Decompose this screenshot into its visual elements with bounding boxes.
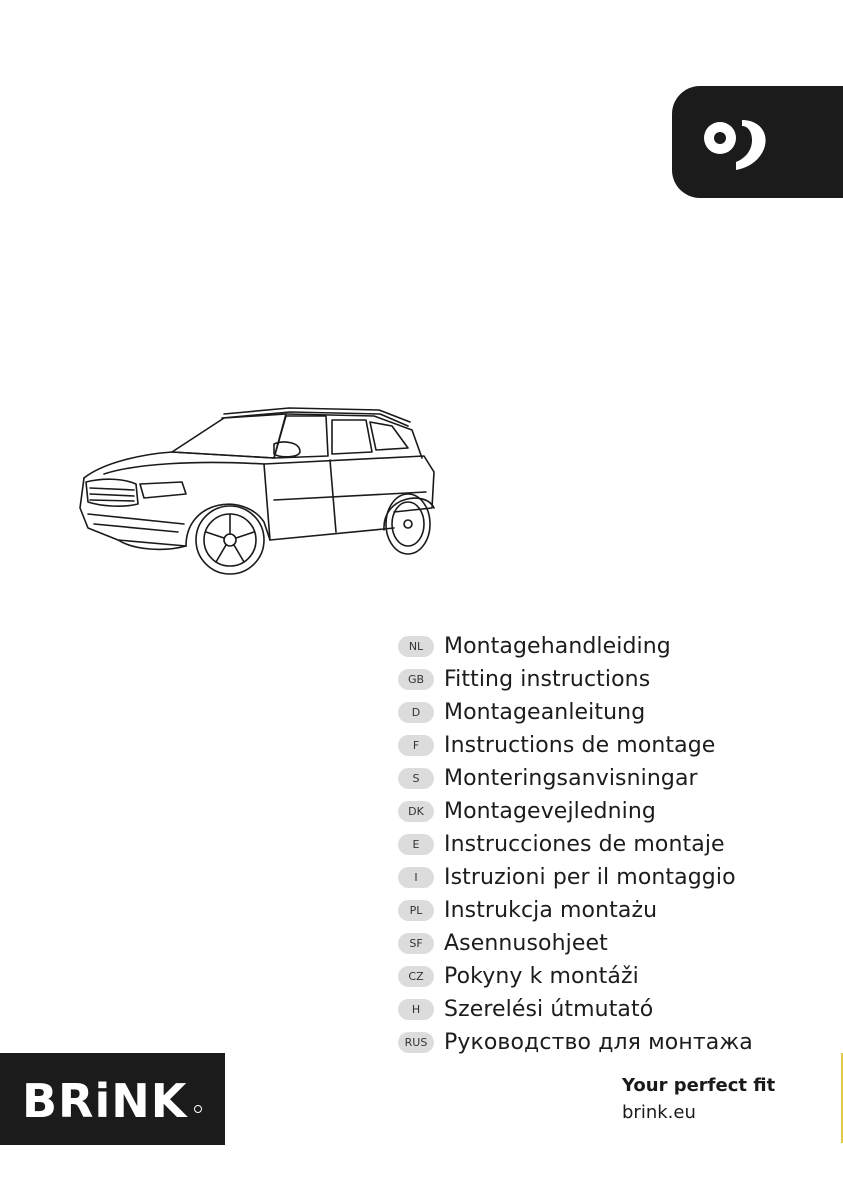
towbar-hook-icon [698,110,778,174]
language-title: Szerelési útmutató [444,997,654,1022]
svg-text:BRiNK: BRiNK [22,1075,188,1123]
language-title: Montageanleitung [444,700,646,725]
language-title: Instrucciones de montaje [444,832,725,857]
language-item [398,795,753,828]
language-code-badge: E [398,834,434,855]
language-item [398,861,753,894]
language-item [398,960,753,993]
language-title: Instructions de montage [444,733,716,758]
language-code-badge: H [398,999,434,1020]
language-title: Руководство для монтажа [444,1030,753,1055]
language-list [398,630,753,1059]
language-code-badge: SF [398,933,434,954]
language-item [398,729,753,762]
language-item [398,630,753,663]
language-code-badge: F [398,735,434,756]
language-item [398,1026,753,1059]
language-code-badge: PL [398,900,434,921]
language-code-badge: GB [398,669,434,690]
language-title: Montagehandleiding [444,634,671,659]
language-title: Monteringsanvisningar [444,766,698,791]
towbar-section-tab [672,86,843,198]
language-title: Pokyny k montáži [444,964,639,989]
language-code-badge: I [398,867,434,888]
language-code-badge: DK [398,801,434,822]
language-title: Istruzioni per il montaggio [444,865,736,890]
language-code-badge: RUS [398,1032,434,1053]
language-title: Montagevejledning [444,799,656,824]
language-code-badge: D [398,702,434,723]
language-item [398,894,753,927]
vehicle-illustration [74,400,440,580]
brand-tagline: Your perfect fit [622,1075,776,1096]
language-code-badge: S [398,768,434,789]
language-title: Asennusohjeet [444,931,608,956]
brink-logo-mark [22,1075,204,1123]
language-item [398,663,753,696]
brand-website[interactable]: brink.eu [622,1102,696,1123]
language-item [398,927,753,960]
language-item [398,828,753,861]
language-item [398,993,753,1026]
language-title: Instrukcja montażu [444,898,658,923]
language-item [398,762,753,795]
language-title: Fitting instructions [444,667,651,692]
language-code-badge: NL [398,636,434,657]
language-code-badge: CZ [398,966,434,987]
brand-logo [0,1053,225,1145]
language-item [398,696,753,729]
